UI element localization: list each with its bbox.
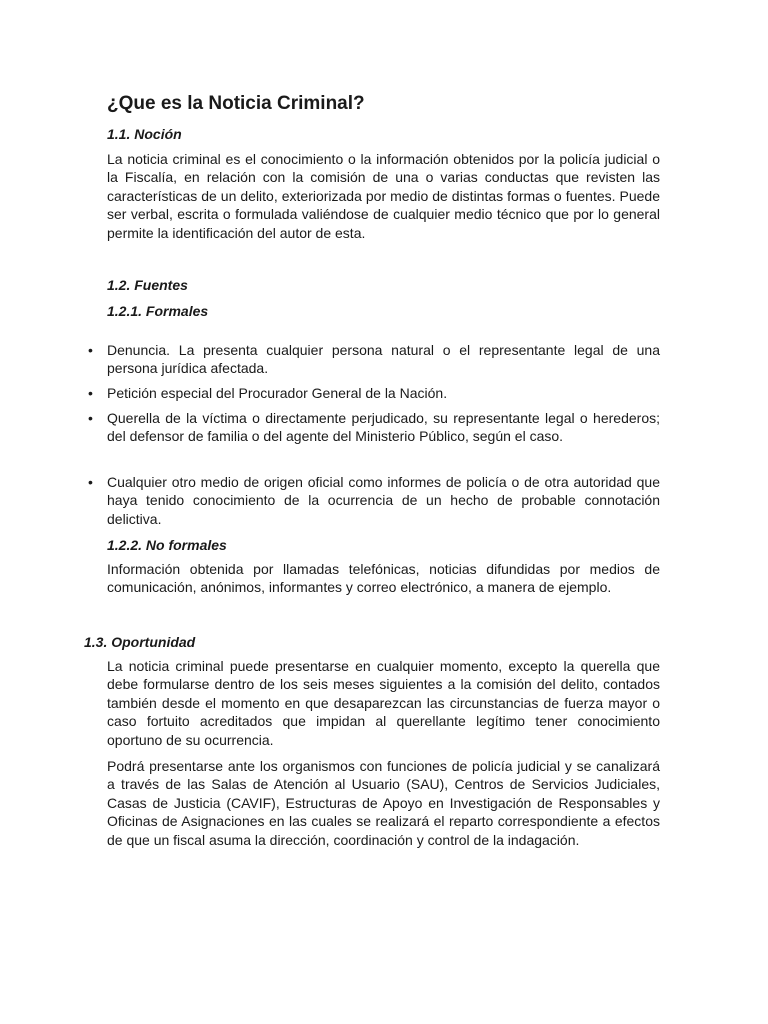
list-item xyxy=(88,384,660,402)
bullet-icon: • xyxy=(88,474,93,490)
heading-oportunidad: 1.3. Oportunidad xyxy=(84,634,196,650)
list-item-text: Querella de la víctima o directamente perjudicado, su representante legal o herederos; del defensor de familia o del agente del Ministerio Público, según el caso. xyxy=(107,410,660,445)
list-item xyxy=(88,409,660,446)
list-item xyxy=(88,341,660,378)
list-item-text: Petición especial del Procurador General de la Nación. xyxy=(107,385,448,401)
bullet-icon: • xyxy=(88,385,93,401)
paragraph-oportunidad-1: La noticia criminal puede presentarse en cualquier momento, excepto la querella que debe formularse dentro de los seis meses siguientes a la comisión del delito, contados también desde el momento en que desaparezcan las circunstancias de fuerza mayor o caso fortuito acreditados que impidan al querellante legítimo tener conocimiento oportuno de su ocurrencia. xyxy=(107,658,660,748)
list-item xyxy=(88,473,660,528)
list-item-text: Denuncia. La presenta cualquier persona natural o el representante legal de una persona jurídica afectada. xyxy=(107,342,660,377)
bullet-icon: • xyxy=(88,410,93,426)
page-title: ¿Que es la Noticia Criminal? xyxy=(107,93,365,114)
heading-no-formales: 1.2.2. No formales xyxy=(107,537,227,553)
paragraph-oportunidad-2: Podrá presentarse ante los organismos con funciones de policía judicial y se canalizará a través de las Salas de Atención al Usuario (SAU), Centros de Servicios Judiciales, Casas de Justicia (CAVIF), Estructuras de Apoyo en Investigación de Responsables y Oficinas de Asignaciones en las cuales se realizará el reparto correspondiente a efectos de que un fiscal asuma la dirección, coordinación y control de la indagación. xyxy=(107,758,660,848)
paragraph-nocion: La noticia criminal es el conocimiento o la información obtenidos por la policía judicial o la Fiscalía, en relación con la comisión de una o varias conductas que revisten las características de un delito, exteriorizada por medio de distintas formas o fuentes. Puede ser verbal, escrita o formulada valiéndose de cualquier medio técnico que por lo general permite la identificación del autor de esta. xyxy=(107,151,660,241)
heading-nocion: 1.1. Noción xyxy=(107,126,182,142)
paragraph-no-formales: Información obtenida por llamadas telefónicas, noticias difundidas por medios de comunicación, anónimos, informantes y correo electrónico, a manera de ejemplo. xyxy=(107,561,660,596)
list-item-text: Cualquier otro medio de origen oficial como informes de policía o de otra autoridad que haya tenido conocimiento de la ocurrencia de un hecho de probable connotación delictiva. xyxy=(107,474,660,527)
heading-fuentes: 1.2. Fuentes xyxy=(107,277,188,293)
bullet-icon: • xyxy=(88,342,93,358)
heading-formales: 1.2.1. Formales xyxy=(107,303,209,319)
